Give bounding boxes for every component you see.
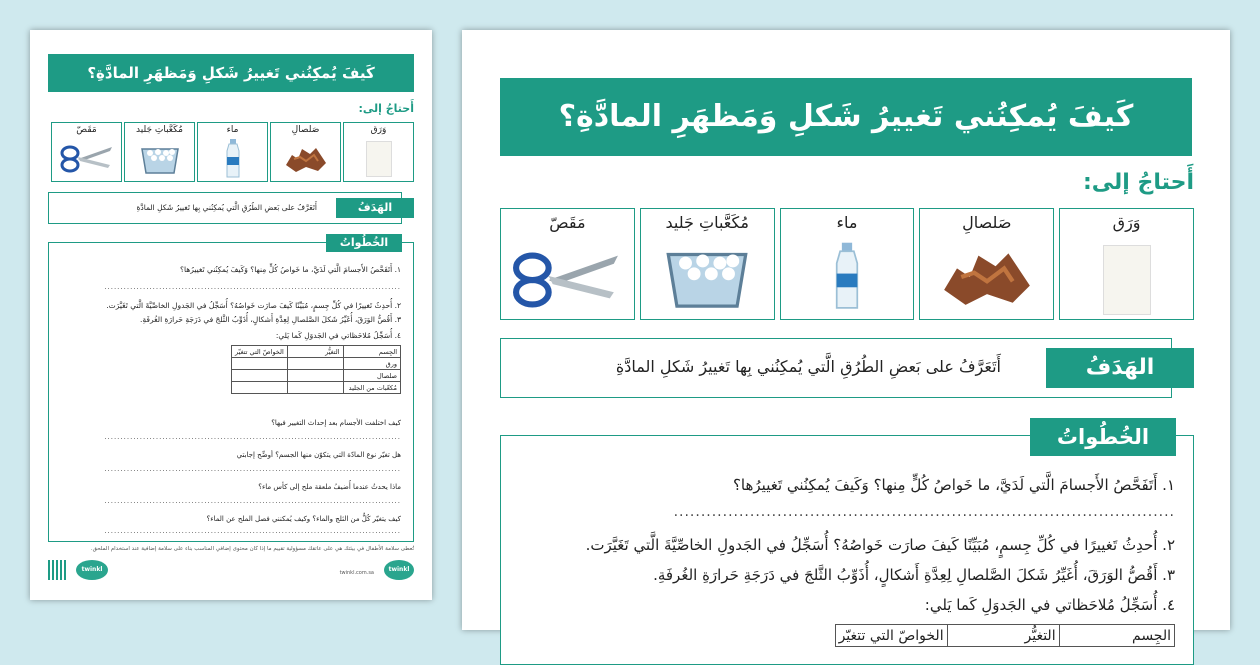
paper-icon bbox=[1103, 245, 1151, 315]
table-cell bbox=[232, 358, 288, 370]
material-water bbox=[780, 208, 915, 320]
steps-tag: الخُطُواتُ bbox=[326, 234, 402, 252]
goal-tag: الهَدَفُ bbox=[1046, 348, 1194, 388]
material-clay bbox=[919, 208, 1054, 320]
table-header: التغيُّر bbox=[947, 625, 1059, 647]
table-row bbox=[232, 370, 401, 382]
material-label: صَلصالِ bbox=[291, 125, 320, 135]
goal-text: أَتَعَرَّفُ على بَعضِ الطُرُقِ الَّتي يُمكِنُني بِها تَغييرُ شَكلِ المادَّةِ bbox=[136, 203, 317, 212]
table-row bbox=[835, 625, 1174, 647]
clay-icon bbox=[284, 145, 328, 173]
twinkl-logo: twinkl bbox=[76, 560, 108, 580]
worksheet-page-large bbox=[462, 30, 1230, 644]
material-label: مَقَصّ bbox=[76, 125, 97, 135]
steps-content bbox=[57, 261, 401, 541]
answer-line: ............................................................................................ bbox=[104, 433, 401, 441]
table-cell bbox=[287, 358, 343, 370]
material-label: مَقَصّ bbox=[549, 213, 586, 232]
material-label: ماء bbox=[226, 125, 239, 135]
material-label: وَرَق bbox=[1112, 213, 1141, 232]
table-cell bbox=[287, 370, 343, 382]
need-label: أَحتاجُ إلى: bbox=[358, 102, 414, 115]
page-title: كَيفَ يُمكِنُني تَغييرُ شَكلِ وَمَظهَرِ المادَّةِ؟ bbox=[48, 54, 414, 92]
scissors-icon bbox=[60, 143, 114, 173]
need-label: أَحتاجُ إلى: bbox=[1082, 170, 1194, 195]
table-header: الخواصّ التي تتغيّر bbox=[835, 625, 947, 647]
material-paper bbox=[343, 122, 414, 182]
material-ice bbox=[124, 122, 195, 182]
materials-row bbox=[500, 208, 1194, 320]
footer-note: تُعطى سلامة الأطفال في بيئتك هي على عاتقك مسؤولية تقييم ما إذا كان محتوى إضافي المناسب بناء على سلامة إضافية عند استخدام الملحق. bbox=[90, 546, 414, 552]
table-row bbox=[232, 358, 401, 370]
material-label: مُكَعَّباتِ جَليد bbox=[665, 213, 749, 232]
material-water bbox=[197, 122, 268, 182]
material-clay bbox=[270, 122, 341, 182]
steps-tag: الخُطُواتُ bbox=[1030, 418, 1176, 456]
material-label: صَلصالِ bbox=[962, 213, 1012, 232]
table-cell: صلصال bbox=[343, 370, 400, 382]
answer-line: ............................................................................................ bbox=[104, 497, 401, 505]
material-label: ماء bbox=[836, 213, 858, 232]
material-scissors bbox=[51, 122, 122, 182]
table-cell bbox=[232, 370, 288, 382]
table-header: الجِسم bbox=[1059, 625, 1174, 647]
answer-line: ............................................................................................ bbox=[673, 504, 1175, 520]
qr-code-icon bbox=[48, 560, 68, 580]
table-cell bbox=[232, 382, 288, 394]
table-cell: مُكعّبات من الجليد bbox=[343, 382, 400, 394]
material-scissors bbox=[500, 208, 635, 320]
paper-icon bbox=[366, 141, 392, 177]
goal-text: أَتَعَرَّفُ على بَعضِ الطُرُقِ الَّتي يُمكِنُني بِها تَغييرُ شَكلِ المادَّةِ bbox=[615, 357, 1001, 376]
water-bottle-icon bbox=[835, 239, 859, 315]
page-title: كَيفَ يُمكِنُني تَغييرُ شَكلِ وَمَظهَرِ المادَّةِ؟ bbox=[500, 78, 1192, 156]
steps-content bbox=[511, 468, 1175, 658]
answer-line: ............................................................................................ bbox=[104, 465, 401, 473]
material-label: وَرَق bbox=[370, 125, 387, 135]
step-1: ١. أَتَفَحَّصُ الأَجسامَ الَّتي لَدَيَّ، ما خَواصُ كُلٍّ مِنها؟ وَكَيفَ يُمكِنُني تَغييرُها؟ bbox=[732, 476, 1175, 494]
steps-box bbox=[48, 242, 414, 542]
table-row bbox=[232, 382, 401, 394]
step-2: ٢. أُحدِثُ تَغييرًا في كُلِّ جِسمٍ، مُبَيِّنًا كَيفَ صارَت خَواصُهُ؟ أُسَجِّلُ في الجَدولِ الخاصِّيَّةَ الَّتي تَغَيَّرَت. bbox=[585, 536, 1175, 554]
observation-table bbox=[231, 345, 401, 394]
observation-table bbox=[835, 624, 1175, 647]
materials-row bbox=[48, 122, 414, 182]
ice-cubes-icon bbox=[140, 143, 180, 175]
scissors-icon bbox=[512, 247, 622, 309]
step-3: ٣. أَقُصُّ الوَرَقَ، أُغَيِّرُ شَكلَ الصَّلصالِ لِعِدَّةِ أَشكالٍ، أُذَوِّبُ الثَّلجَ في دَرَجَةِ حَرارَةِ الغُرفَةِ. bbox=[140, 315, 401, 324]
question-4: كيف يتغيّر كُلٌّ من الثلج والماء؟ وكيف يُمكنني فصل الملح عن الماء؟ bbox=[206, 515, 401, 523]
step-4: ٤. أُسَجِّلُ مُلاحَظاتي في الجَدوَلِ كَما يَلي: bbox=[924, 596, 1175, 614]
step-3: ٣. أَقُصُّ الوَرَقَ، أُغَيِّرُ شَكلَ الصَّلصالِ لِعِدَّةِ أَشكالٍ، أُذَوِّبُ الثَّلجَ في دَرَجَةِ حَرارَةِ الغُرفَةِ. bbox=[653, 566, 1175, 584]
material-paper bbox=[1059, 208, 1194, 320]
table-header: الجِسم bbox=[343, 346, 400, 358]
step-4: ٤. أُسَجِّلُ مُلاحَظاتي في الجَدوَلِ كَما يَلي: bbox=[275, 331, 401, 340]
step-2: ٢. أُحدِثُ تَغييرًا في كُلِّ جِسمٍ، مُبَيِّنًا كَيفَ صارَت خَواصُهُ؟ أُسَجِّلُ في الجَدولِ الخاصِّيَّةَ الَّتي تَغَيَّرَت. bbox=[106, 301, 401, 310]
answer-line: ............................................................................................ bbox=[104, 527, 401, 535]
ice-cubes-icon bbox=[664, 241, 750, 311]
material-label: مُكَعَّباتِ جَليد bbox=[136, 125, 183, 135]
site-url: twinkl.com.sa bbox=[339, 570, 374, 576]
table-header: الخواصّ التي تتغيّر bbox=[232, 346, 288, 358]
material-ice bbox=[640, 208, 775, 320]
question-1: كيف اختلفت الأجسام بعد إحداث التغيير فيها؟ bbox=[271, 419, 401, 427]
water-bottle-icon bbox=[226, 139, 240, 179]
step-1: ١. أَتَفَحَّصُ الأَجسامَ الَّتي لَدَيَّ، ما خَواصُ كُلٍّ مِنها؟ وَكَيفَ يُمكِنُني تَغييرُها؟ bbox=[179, 265, 401, 274]
goal-tag: الهَدَفُ bbox=[336, 198, 414, 218]
table-header: التغيُّر bbox=[287, 346, 343, 358]
answer-line: ............................................................................................ bbox=[104, 283, 401, 291]
steps-box bbox=[500, 435, 1194, 665]
table-cell bbox=[287, 382, 343, 394]
question-3: ماذا يحدثُ عندما أُضيفُ ملعقة ملح إلى كأس ماء؟ bbox=[258, 483, 401, 491]
clay-icon bbox=[935, 247, 1039, 307]
worksheet-page-small bbox=[30, 30, 432, 600]
table-cell: ورق bbox=[343, 358, 400, 370]
question-2: هل تغيّر نوع المادّة التي يتكوّن منها الجسم؟ أوضِّح إجابتي bbox=[236, 451, 401, 459]
twinkl-logo: twinkl bbox=[384, 560, 414, 580]
